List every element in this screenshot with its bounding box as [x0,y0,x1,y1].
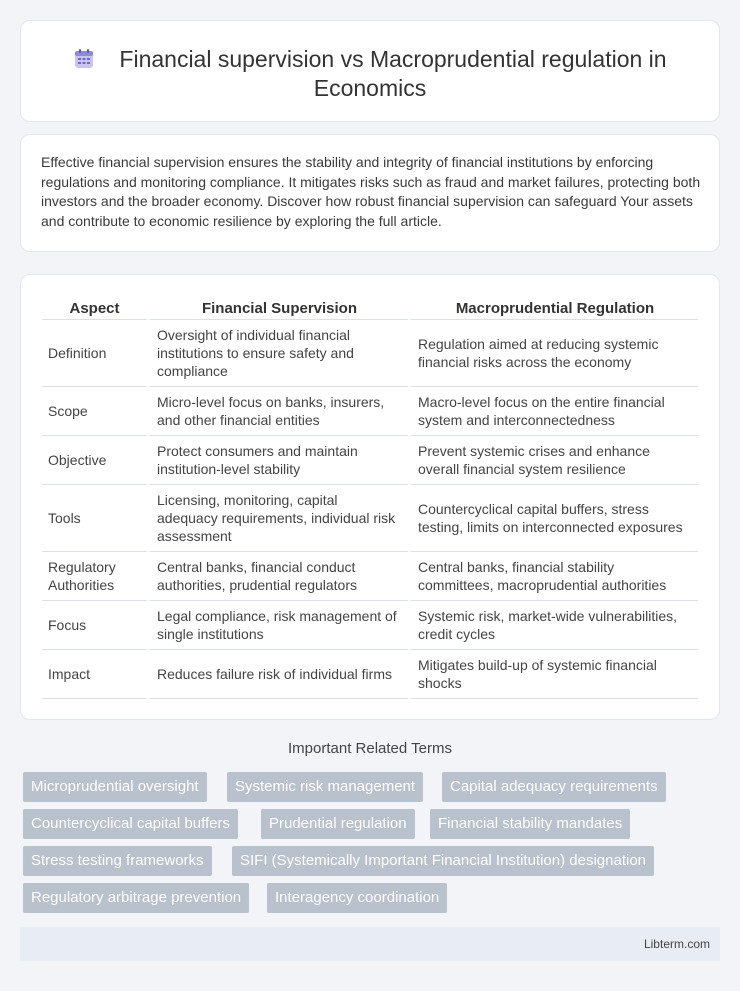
table-row [42,320,698,387]
row-supervision: Legal compliance, risk management of single institutions [147,601,408,650]
related-terms-title: Important Related Terms [288,740,452,757]
row-supervision: Micro-level focus on banks, insurers, and other financial entities [147,387,408,436]
header-financial-supervision: Financial Supervision [147,295,408,320]
header-aspect: Aspect [42,295,147,320]
table-row [42,387,698,436]
row-supervision: Reduces failure risk of individual firms [147,650,408,699]
related-term-tag[interactable]: Stress testing frameworks [23,846,212,876]
table-row [42,436,698,485]
row-aspect: Tools [42,485,147,552]
row-macro: Countercyclical capital buffers, stress testing, limits on interconnected exposures [408,485,698,552]
related-term-tag[interactable]: Systemic risk management [227,772,423,802]
intro-card [20,134,720,252]
row-aspect: Definition [42,320,147,387]
footer-site-link[interactable]: Libterm.com [643,937,710,951]
row-aspect: Impact [42,650,147,699]
row-macro: Central banks, financial stability committees, macroprudential authorities [408,552,698,601]
table-row [42,650,698,699]
row-macro: Mitigates build-up of systemic financial shocks [408,650,698,699]
row-supervision: Oversight of individual financial institutions to ensure safety and compliance [147,320,408,387]
related-term-tag[interactable]: Regulatory arbitrage prevention [23,883,249,913]
row-aspect: Focus [42,601,147,650]
related-term-tag[interactable]: Prudential regulation [261,809,415,839]
row-macro: Regulation aimed at reducing systemic financial risks across the economy [408,320,698,387]
page-title-wrap [21,45,719,103]
row-aspect: Scope [42,387,147,436]
table-row [42,601,698,650]
row-aspect: Objective [42,436,147,485]
comparison-card [20,274,720,720]
footer [20,927,720,961]
header-macroprudential-regulation: Macroprudential Regulation [408,295,698,320]
title-card [20,20,720,122]
table-row [42,485,698,552]
row-macro: Systemic risk, market-wide vulnerabilities, credit cycles [408,601,698,650]
document-icon [73,48,95,70]
related-term-tag[interactable]: Capital adequacy requirements [442,772,666,802]
related-term-tag[interactable]: Countercyclical capital buffers [23,809,238,839]
related-term-tag[interactable]: Financial stability mandates [430,809,630,839]
related-term-tag[interactable]: Microprudential oversight [23,772,207,802]
row-supervision: Licensing, monitoring, capital adequacy requirements, individual risk assessment [147,485,408,552]
related-term-tag[interactable]: Interagency coordination [267,883,447,913]
row-macro: Prevent systemic crises and enhance overall financial system resilience [408,436,698,485]
row-supervision: Protect consumers and maintain institution-level stability [147,436,408,485]
comparison-table [42,295,698,699]
row-macro: Macro-level focus on the entire financial system and interconnectedness [408,387,698,436]
row-supervision: Central banks, financial conduct authorities, prudential regulators [147,552,408,601]
table-row [42,552,698,601]
intro-paragraph: Effective financial supervision ensures the stability and integrity of financial institutions by enforcing regulations and monitoring compliance. It mitigates risks such as fraud and market failures, protecting both investors and the broader economy. Discover how robust financial supervision can safeguard Your assets and contribute to economic resilience by exploring the full article. [41,154,701,229]
table-header-row [42,295,698,320]
related-term-tag[interactable]: SIFI (Systemically Important Financial Institution) designation [232,846,654,876]
row-aspect: Regulatory Authorities [42,552,147,601]
page-title: Financial supervision vs Macroprudential regulation in Economics [119,46,667,101]
